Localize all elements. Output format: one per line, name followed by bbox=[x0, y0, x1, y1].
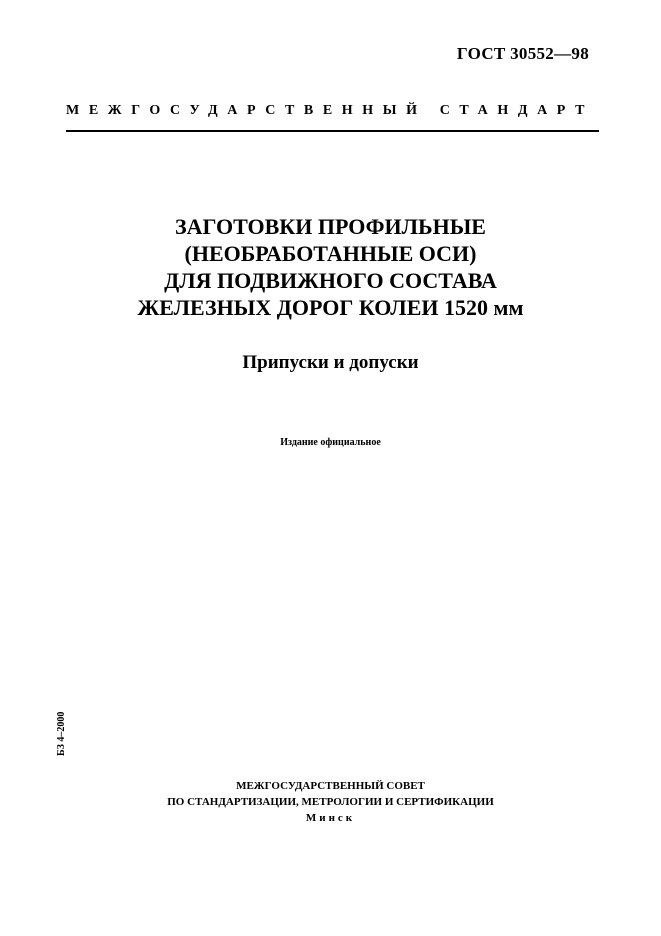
publisher-line: МЕЖГОСУДАРСТВЕННЫЙ СОВЕТ bbox=[236, 780, 425, 792]
title-line: ДЛЯ ПОДВИЖНОГО СОСТАВА bbox=[164, 268, 497, 293]
standard-type-heading: МЕЖГОСУДАРСТВЕННЫЙ СТАНДАРТ bbox=[66, 103, 595, 118]
header-rule bbox=[66, 130, 599, 132]
publisher-city: Минск bbox=[305, 812, 356, 824]
publisher-block bbox=[100, 778, 561, 826]
publisher-line: ПО СТАНДАРТИЗАЦИИ, МЕТРОЛОГИИ И СЕРТИФИКАЦИИ bbox=[167, 796, 494, 808]
title-line: ЖЕЛЕЗНЫХ ДОРОГ КОЛЕИ 1520 мм bbox=[137, 295, 524, 320]
title-line: (НЕОБРАБОТАННЫЕ ОСИ) bbox=[184, 241, 477, 266]
standard-designation: ГОСТ 30552—98 bbox=[456, 44, 589, 63]
document-subtitle: Припуски и допуски bbox=[242, 352, 419, 373]
side-mark-text: БЗ 4–2000 bbox=[56, 711, 67, 756]
document-title bbox=[60, 213, 601, 321]
title-line: ЗАГОТОВКИ ПРОФИЛЬНЫЕ bbox=[175, 214, 486, 239]
edition-note: Издание официальное bbox=[280, 437, 381, 448]
